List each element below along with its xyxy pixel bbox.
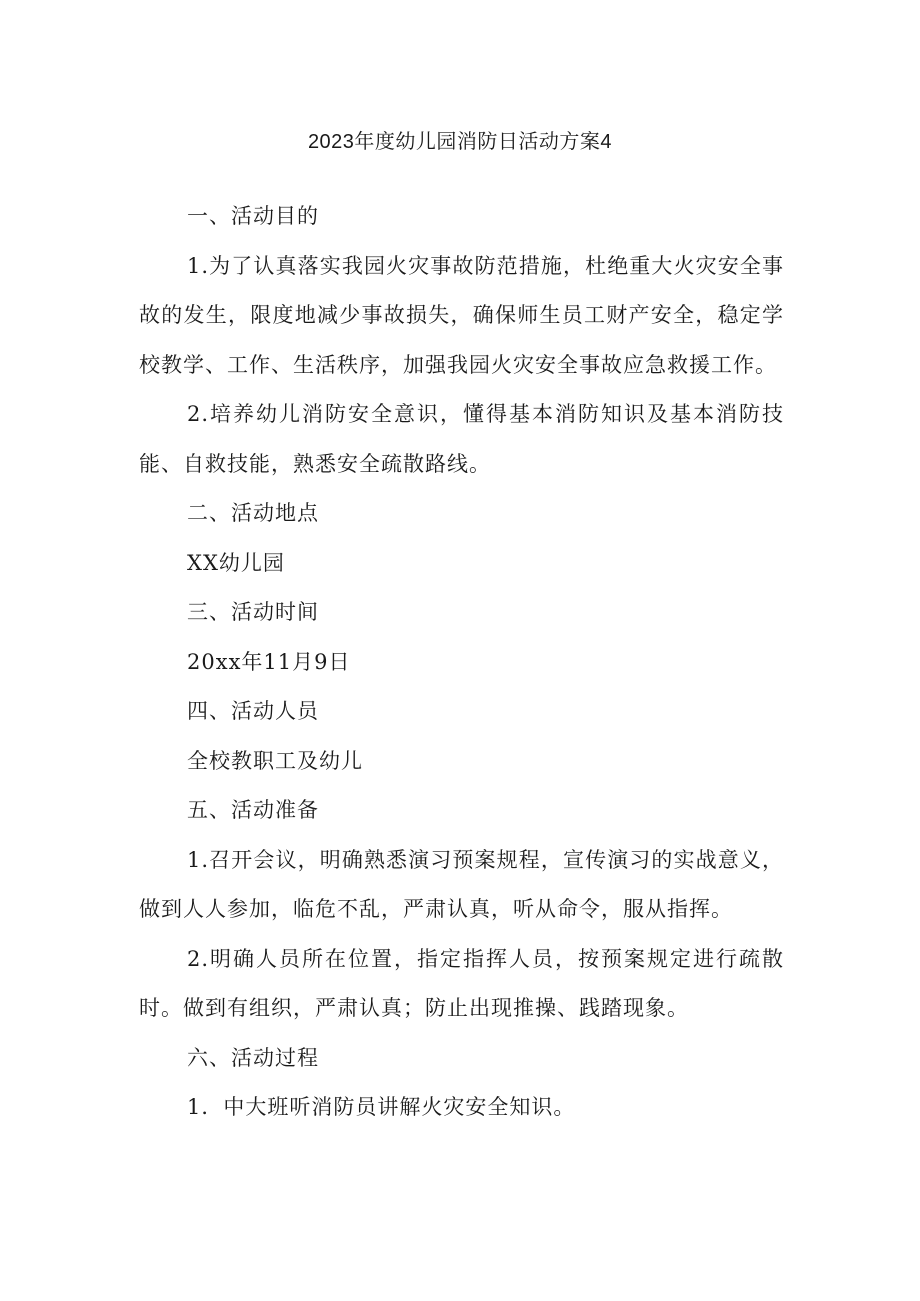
paragraph-participants: 全校教职工及幼儿 — [187, 748, 363, 773]
paragraph-preparation-1: 1.召开会议，明确熟悉演习预案规程，宣传演习的实战意义，做到人人参加，临危不乱，严肃认真，听从命令，服从指挥。 — [139, 847, 784, 921]
heading-process: 六、活动过程 — [187, 1045, 319, 1070]
heading-location: 二、活动地点 — [187, 501, 319, 525]
heading-time: 三、活动时间 — [187, 600, 319, 624]
heading-participants: 四、活动人员 — [187, 699, 319, 723]
paragraph-location: XX幼儿园 — [187, 550, 285, 575]
heading-preparation: 五、活动准备 — [187, 798, 319, 822]
paragraph-purpose-2: 2.培养幼儿消防安全意识，懂得基本消防知识及基本消防技能、自救技能，熟悉安全疏散路线。 — [139, 402, 784, 476]
paragraph-purpose-1: 1.为了认真落实我园火灾事故防范措施，杜绝重大火灾安全事故的发生，限度地减少事故损失，确保师生员工财产安全，稳定学校教学、工作、生活秩序，加强我园火灾安全事故应急救援工作。 — [139, 253, 784, 377]
document-body — [139, 192, 784, 1133]
paragraph-process-1: 1．中大班听消防员讲解火灾安全知识。 — [187, 1095, 576, 1119]
paragraph-time: 20xx年11月9日 — [187, 649, 351, 674]
document-title: 2023年度幼儿园消防日活动方案4 — [307, 131, 613, 153]
paragraph-preparation-2: 2.明确人员所在位置，指定指挥人员，按预案规定进行疏散时。做到有组织，严肃认真；防止出现推操、践踏现象。 — [139, 946, 784, 1020]
heading-purpose: 一、活动目的 — [187, 204, 319, 228]
